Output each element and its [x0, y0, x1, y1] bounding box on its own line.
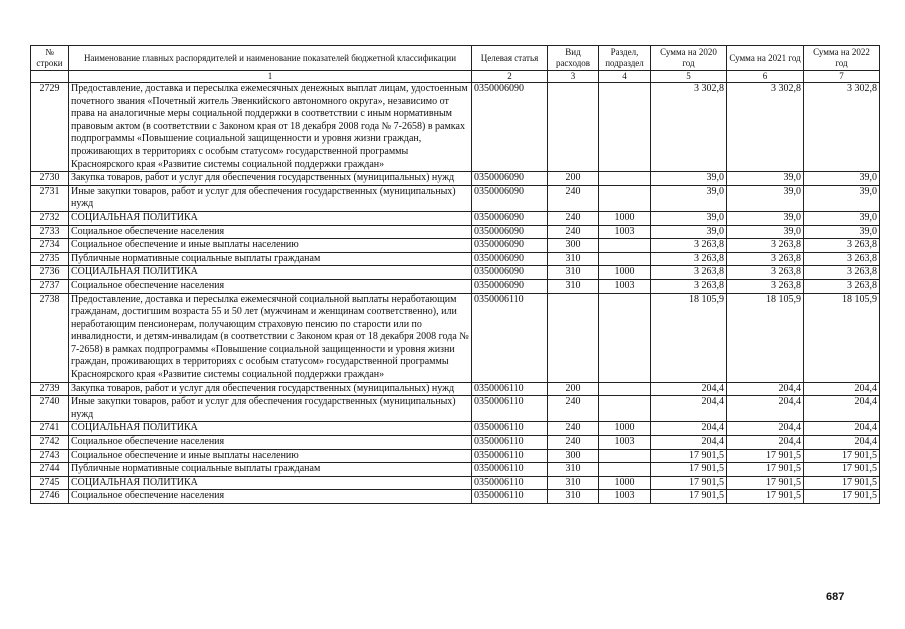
section-cell: 1000	[599, 211, 651, 225]
expense-type-cell: 240	[548, 185, 599, 211]
sum-2022-cell: 39,0	[804, 211, 880, 225]
budget-table	[30, 45, 880, 504]
sum-2020-cell: 3 263,8	[651, 266, 727, 280]
expense-type-cell: 300	[548, 239, 599, 253]
target-article-cell: 0350006090	[472, 172, 548, 186]
sum-2020-cell: 17 901,5	[651, 449, 727, 463]
table-row	[31, 490, 880, 504]
sum-2020-cell: 17 901,5	[651, 476, 727, 490]
row-number-cell: 2739	[31, 382, 69, 396]
target-article-cell: 0350006090	[472, 211, 548, 225]
sum-2022-cell: 17 901,5	[804, 476, 880, 490]
row-number-cell: 2730	[31, 172, 69, 186]
sum-2022-cell: 39,0	[804, 225, 880, 239]
row-number-cell: 2737	[31, 279, 69, 293]
sum-2021-cell: 17 901,5	[727, 490, 804, 504]
table-row	[31, 293, 880, 382]
header-sum-2021: Сумма на 2021 год	[727, 46, 804, 71]
expense-type-cell	[548, 293, 599, 382]
column-number: 6	[727, 71, 804, 83]
row-name-cell: Закупка товаров, работ и услуг для обеспечения государственных (муниципальных) нужд	[69, 382, 472, 396]
expense-type-cell: 310	[548, 476, 599, 490]
section-cell	[599, 172, 651, 186]
target-article-cell: 0350006110	[472, 396, 548, 422]
sum-2020-cell: 204,4	[651, 436, 727, 450]
header-section: Раздел, подраздел	[599, 46, 651, 71]
column-number: 3	[548, 71, 599, 83]
target-article-cell: 0350006090	[472, 225, 548, 239]
row-name-cell: СОЦИАЛЬНАЯ ПОЛИТИКА	[69, 211, 472, 225]
target-article-cell: 0350006090	[472, 279, 548, 293]
section-cell	[599, 293, 651, 382]
row-number-cell: 2746	[31, 490, 69, 504]
table-row	[31, 185, 880, 211]
sum-2022-cell: 3 263,8	[804, 279, 880, 293]
table-row	[31, 463, 880, 477]
sum-2022-cell: 204,4	[804, 382, 880, 396]
target-article-cell: 0350006090	[472, 266, 548, 280]
row-number-cell: 2731	[31, 185, 69, 211]
expense-type-cell: 310	[548, 463, 599, 477]
row-name-cell: Социальное обеспечение населения	[69, 490, 472, 504]
sum-2021-cell: 204,4	[727, 396, 804, 422]
expense-type-cell: 240	[548, 225, 599, 239]
sum-2021-cell: 39,0	[727, 225, 804, 239]
sum-2020-cell: 17 901,5	[651, 463, 727, 477]
row-name-cell: Предоставление, доставка и пересылка ежемесячных денежных выплат лицам, удостоенным почетного звания «Почетный житель Эвенкийского автономного округа», независимо от права на аналогичные меры социальной поддержки в соответствии с иным нормативным правовым актом (в соответствии с Законом края от 18 декабря 2008 года № 7-2658) в рамках подпрограммы «Повышение социальной защищенности и уровня жизни граждан, проживающих в территориях с особым статусом» государственной программы Красноярского края «Развитие системы социальной поддержки граждан»	[69, 83, 472, 172]
section-cell: 1003	[599, 490, 651, 504]
row-number-cell: 2743	[31, 449, 69, 463]
section-cell	[599, 185, 651, 211]
row-name-cell: СОЦИАЛЬНАЯ ПОЛИТИКА	[69, 266, 472, 280]
row-name-cell: Социальное обеспечение населения	[69, 279, 472, 293]
expense-type-cell: 310	[548, 252, 599, 266]
section-cell	[599, 252, 651, 266]
sum-2021-cell: 3 263,8	[727, 279, 804, 293]
row-name-cell: СОЦИАЛЬНАЯ ПОЛИТИКА	[69, 422, 472, 436]
header-name: Наименование главных распорядителей и наименование показателей бюджетной классификации	[69, 46, 472, 71]
sum-2021-cell: 3 263,8	[727, 266, 804, 280]
expense-type-cell: 310	[548, 266, 599, 280]
table-row	[31, 396, 880, 422]
section-cell: 1003	[599, 279, 651, 293]
table-row	[31, 172, 880, 186]
row-name-cell: Предоставление, доставка и пересылка ежемесячной социальной выплаты неработающим гражданам, достигшим возраста 55 и 50 лет (мужчинам и женщинам соответственно), или неработающим пенсионерам, получающим страховую пенсию по старости или по инвалидности, и детям-инвалидам (в соответствии с Законом края от 18 декабря 2008 года № 7-2658) в рамках подпрограммы «Повышение социальной защищенности и уровня жизни граждан, проживающих в территориях с особым статусом» государственной программы Красноярского края «Развитие системы социальной поддержки граждан»	[69, 293, 472, 382]
target-article-cell: 0350006110	[472, 293, 548, 382]
sum-2020-cell: 204,4	[651, 382, 727, 396]
table-row	[31, 266, 880, 280]
target-article-cell: 0350006090	[472, 83, 548, 172]
section-cell	[599, 239, 651, 253]
expense-type-cell: 200	[548, 382, 599, 396]
section-cell	[599, 382, 651, 396]
row-name-cell: Иные закупки товаров, работ и услуг для обеспечения государственных (муниципальных) нужд	[69, 396, 472, 422]
section-cell: 1000	[599, 476, 651, 490]
table-row	[31, 422, 880, 436]
sum-2021-cell: 204,4	[727, 422, 804, 436]
sum-2020-cell: 39,0	[651, 225, 727, 239]
column-number: 4	[599, 71, 651, 83]
sum-2022-cell: 204,4	[804, 436, 880, 450]
sum-2022-cell: 204,4	[804, 396, 880, 422]
column-number: 2	[472, 71, 548, 83]
section-cell: 1000	[599, 422, 651, 436]
row-name-cell: Социальное обеспечение населения	[69, 436, 472, 450]
section-cell: 1003	[599, 436, 651, 450]
sum-2020-cell: 3 263,8	[651, 239, 727, 253]
sum-2022-cell: 17 901,5	[804, 449, 880, 463]
row-name-cell: Закупка товаров, работ и услуг для обеспечения государственных (муниципальных) нужд	[69, 172, 472, 186]
table-row	[31, 476, 880, 490]
sum-2020-cell: 3 263,8	[651, 279, 727, 293]
row-number-cell: 2729	[31, 83, 69, 172]
sum-2021-cell: 204,4	[727, 436, 804, 450]
sum-2021-cell: 39,0	[727, 185, 804, 211]
header-row-number: № строки	[31, 46, 69, 71]
sum-2020-cell: 204,4	[651, 396, 727, 422]
sum-2020-cell: 39,0	[651, 211, 727, 225]
sum-2022-cell: 39,0	[804, 172, 880, 186]
row-number-cell: 2742	[31, 436, 69, 450]
target-article-cell: 0350006110	[472, 382, 548, 396]
table-row	[31, 449, 880, 463]
column-number-row	[31, 71, 880, 83]
row-name-cell: Публичные нормативные социальные выплаты гражданам	[69, 252, 472, 266]
expense-type-cell: 240	[548, 211, 599, 225]
expense-type-cell: 200	[548, 172, 599, 186]
expense-type-cell: 300	[548, 449, 599, 463]
table-row	[31, 83, 880, 172]
table-row	[31, 252, 880, 266]
sum-2020-cell: 3 302,8	[651, 83, 727, 172]
header-expense-type: Вид расходов	[548, 46, 599, 71]
header-sum-2020: Сумма на 2020 год	[651, 46, 727, 71]
target-article-cell: 0350006110	[472, 463, 548, 477]
expense-type-cell	[548, 83, 599, 172]
section-cell: 1003	[599, 225, 651, 239]
section-cell	[599, 463, 651, 477]
target-article-cell: 0350006090	[472, 252, 548, 266]
target-article-cell: 0350006110	[472, 436, 548, 450]
row-name-cell: СОЦИАЛЬНАЯ ПОЛИТИКА	[69, 476, 472, 490]
section-cell: 1000	[599, 266, 651, 280]
row-number-cell: 2736	[31, 266, 69, 280]
table-row	[31, 239, 880, 253]
row-name-cell: Социальное обеспечение населения	[69, 225, 472, 239]
sum-2021-cell: 3 263,8	[727, 239, 804, 253]
header-target-article: Целевая статья	[472, 46, 548, 71]
sum-2020-cell: 204,4	[651, 422, 727, 436]
row-name-cell: Социальное обеспечение и иные выплаты населению	[69, 239, 472, 253]
column-number: 1	[69, 71, 472, 83]
sum-2021-cell: 3 263,8	[727, 252, 804, 266]
sum-2022-cell: 3 263,8	[804, 252, 880, 266]
expense-type-cell: 310	[548, 279, 599, 293]
sum-2020-cell: 3 263,8	[651, 252, 727, 266]
target-article-cell: 0350006110	[472, 476, 548, 490]
sum-2021-cell: 39,0	[727, 211, 804, 225]
table-row	[31, 211, 880, 225]
table-row	[31, 225, 880, 239]
row-number-cell: 2744	[31, 463, 69, 477]
target-article-cell: 0350006090	[472, 185, 548, 211]
expense-type-cell: 240	[548, 436, 599, 450]
row-number-cell: 2734	[31, 239, 69, 253]
sum-2020-cell: 39,0	[651, 185, 727, 211]
row-name-cell: Социальное обеспечение и иные выплаты населению	[69, 449, 472, 463]
table-body	[31, 83, 880, 504]
page-number: 687	[826, 591, 845, 603]
target-article-cell: 0350006110	[472, 422, 548, 436]
sum-2022-cell: 39,0	[804, 185, 880, 211]
section-cell	[599, 449, 651, 463]
header-row	[31, 46, 880, 71]
row-number-cell: 2738	[31, 293, 69, 382]
sum-2020-cell: 39,0	[651, 172, 727, 186]
sum-2022-cell: 3 263,8	[804, 239, 880, 253]
header-sum-2022: Сумма на 2022 год	[804, 46, 880, 71]
sum-2022-cell: 3 263,8	[804, 266, 880, 280]
row-number-cell: 2740	[31, 396, 69, 422]
sum-2021-cell: 17 901,5	[727, 476, 804, 490]
sum-2022-cell: 204,4	[804, 422, 880, 436]
sum-2020-cell: 18 105,9	[651, 293, 727, 382]
row-number-cell: 2732	[31, 211, 69, 225]
column-number	[31, 71, 69, 83]
row-number-cell: 2735	[31, 252, 69, 266]
target-article-cell: 0350006090	[472, 239, 548, 253]
sum-2021-cell: 39,0	[727, 172, 804, 186]
expense-type-cell: 240	[548, 422, 599, 436]
section-cell	[599, 396, 651, 422]
column-number: 7	[804, 71, 880, 83]
sum-2021-cell: 3 302,8	[727, 83, 804, 172]
column-number: 5	[651, 71, 727, 83]
target-article-cell: 0350006110	[472, 490, 548, 504]
table-row	[31, 382, 880, 396]
row-name-cell: Иные закупки товаров, работ и услуг для обеспечения государственных (муниципальных) нужд	[69, 185, 472, 211]
section-cell	[599, 83, 651, 172]
table-row	[31, 436, 880, 450]
expense-type-cell: 310	[548, 490, 599, 504]
row-number-cell: 2745	[31, 476, 69, 490]
table-row	[31, 279, 880, 293]
sum-2021-cell: 17 901,5	[727, 449, 804, 463]
sum-2022-cell: 17 901,5	[804, 490, 880, 504]
row-name-cell: Публичные нормативные социальные выплаты гражданам	[69, 463, 472, 477]
sum-2021-cell: 17 901,5	[727, 463, 804, 477]
row-number-cell: 2741	[31, 422, 69, 436]
row-number-cell: 2733	[31, 225, 69, 239]
sum-2021-cell: 18 105,9	[727, 293, 804, 382]
sum-2022-cell: 17 901,5	[804, 463, 880, 477]
sum-2022-cell: 3 302,8	[804, 83, 880, 172]
expense-type-cell: 240	[548, 396, 599, 422]
sum-2020-cell: 17 901,5	[651, 490, 727, 504]
sum-2021-cell: 204,4	[727, 382, 804, 396]
target-article-cell: 0350006110	[472, 449, 548, 463]
sum-2022-cell: 18 105,9	[804, 293, 880, 382]
